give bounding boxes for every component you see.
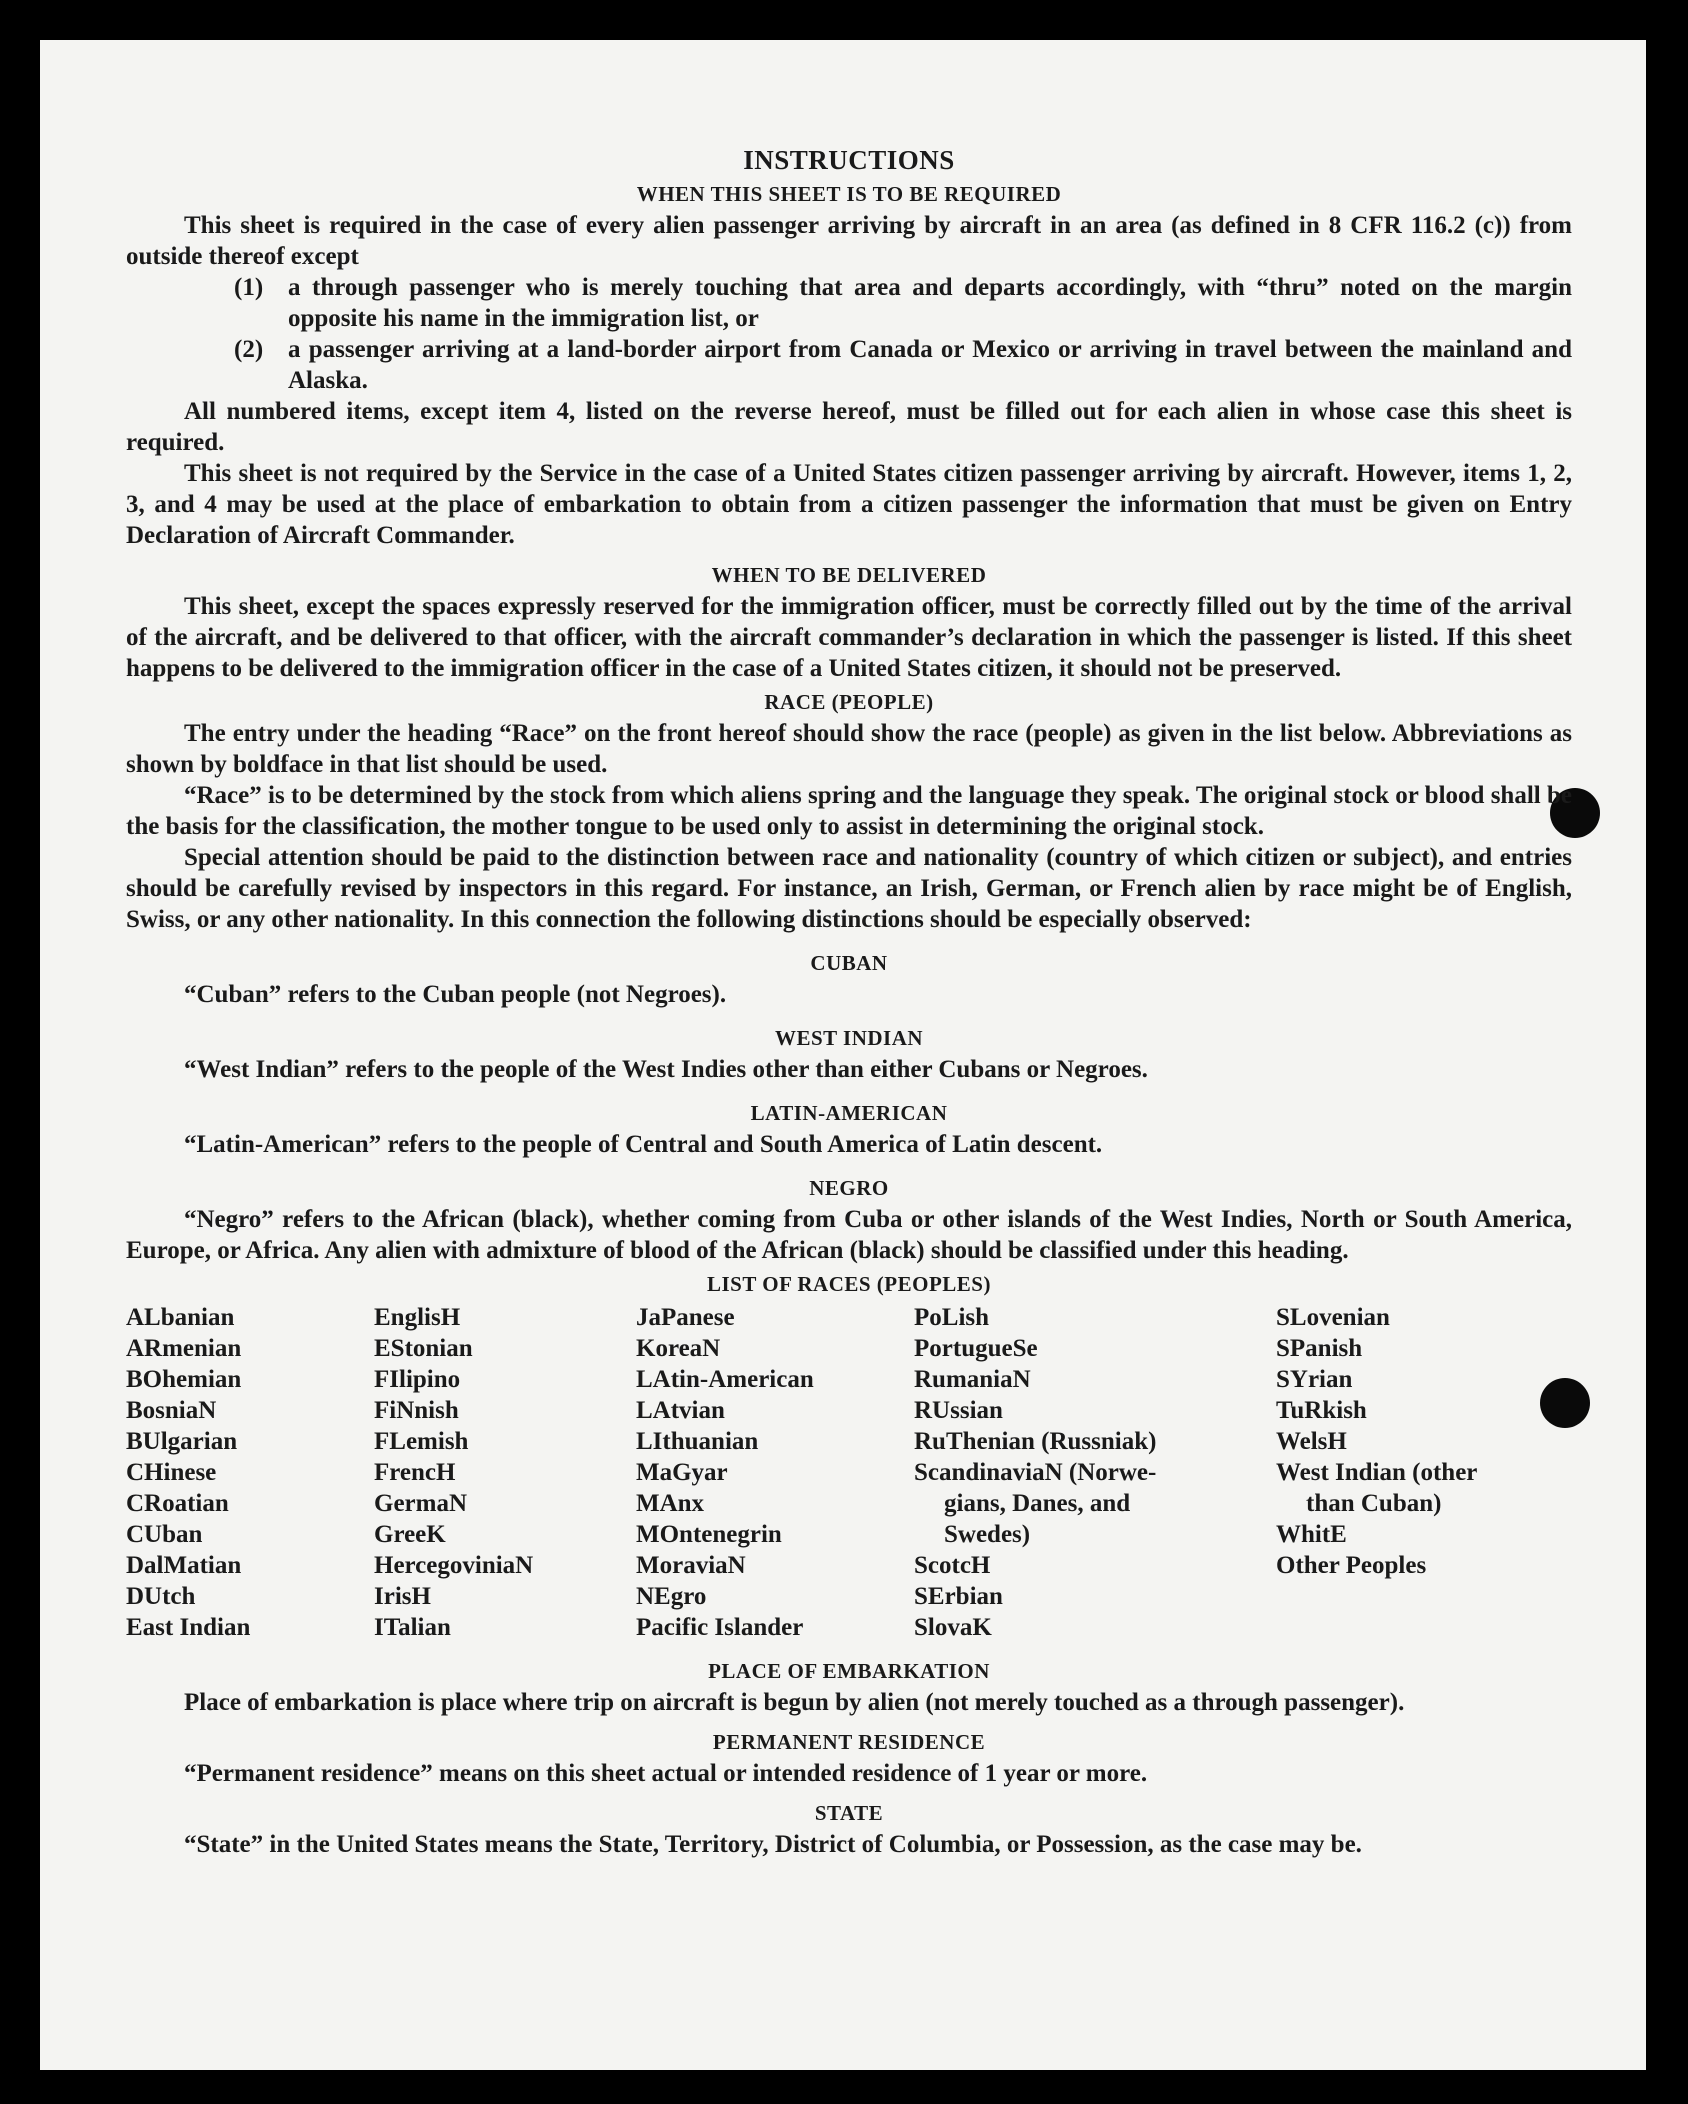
heading-cuban: CUBAN [810,951,888,975]
race-entry: FLemish [374,1428,469,1455]
paragraph-citizen: This sheet is not required by the Service in the case of a United States citizen passenger arriving by aircraft. However, items 1, 2, 3, and 4 may be used at the place of embarkation to obtain from a citizen passenger the information that must be given on Entry Declaration of Aircraft Commander. [126,460,1572,549]
race-entry: ALbanian [126,1304,235,1331]
race-entry: CRoatian [126,1490,229,1517]
races-column [636,1302,914,1643]
list-item [126,272,1572,334]
paragraph-numbered-items: All numbered items, except item 4, listed on the reverse hereof, must be filled out for each alien in whose case this sheet is required. [126,398,1572,456]
paragraph-cuban: “Cuban” refers to the Cuban people (not Negroes). [184,981,727,1008]
race-entry: Other Peoples [1276,1552,1427,1579]
heading-when-required: WHEN THIS SHEET IS TO BE REQUIRED [636,182,1062,206]
races-column [126,1302,374,1643]
race-entry: CHinese [126,1459,217,1486]
paragraph-west-indian: “West Indian” refers to the people of the West Indies other than either Cubans or Negroes. [184,1056,1148,1083]
item-text: a passenger arriving at a land-border airport from Canada or Mexico or arriving in travel between the mainland and Alaska. [288,336,1572,394]
race-entry: LIthuanian [636,1428,759,1455]
item-number: (2) [234,336,264,363]
race-entry: SYrian [1276,1366,1353,1393]
paragraph-negro: “Negro” refers to the African (black), whether coming from Cuba or other islands of the West Indies, North or South America, Europe, or Africa. Any alien with admixture of blood of the African (black) should be classified under this heading. [126,1206,1572,1264]
race-entry: SLovenian [1276,1304,1390,1331]
race-entry: JaPanese [636,1304,735,1331]
heading-state: STATE [814,1801,884,1825]
race-entry: RumaniaN [914,1366,1031,1393]
list-item [126,334,1572,396]
race-entry-continued: than Cuban) [1306,1490,1442,1517]
race-entry: WelsH [1276,1428,1347,1455]
race-entry: NEgro [636,1583,707,1610]
races-column [1276,1302,1536,1643]
race-entry: MoraviaN [636,1552,746,1579]
heading-when-delivered: WHEN TO BE DELIVERED [711,563,987,587]
heading-west-indian: WEST INDIAN [774,1026,924,1050]
race-entry: GermaN [374,1490,468,1517]
item-number: (1) [234,274,264,301]
race-entry: SlovaK [914,1614,992,1641]
paragraph-race-distinction: Special attention should be paid to the distinction between race and nationality (country of which citizen or subject), and entries should be carefully revised by inspectors in this regard. For instance, an Irish, German, or French alien by race might be of English, Swiss, or any other nationality. In this connection the following distinctions should be especially observed: [126,844,1572,933]
race-entry: RuThenian (Russniak) [914,1428,1157,1455]
race-entry: PortugueSe [914,1335,1038,1362]
paragraph-latin-american: “Latin-American” refers to the people of Central and South America of Latin descent. [184,1131,1103,1158]
races-column [374,1302,636,1643]
heading-list-of-races: LIST OF RACES (PEOPLES) [707,1272,991,1296]
page-title: INSTRUCTIONS [743,145,955,175]
race-entry: ScandinaviaN (Norwe- [914,1459,1157,1486]
paragraph-residence: “Permanent residence” means on this sheet actual or intended residence of 1 year or more. [184,1760,1148,1787]
race-entry: BosniaN [126,1397,217,1424]
race-entry: FIlipino [374,1366,461,1393]
paragraph-race-entry: The entry under the heading “Race” on the front hereof should show the race (people) as given in the list below. Abbreviations as shown by boldface in that list should be used. [126,720,1572,778]
race-entry: FiNnish [374,1397,459,1424]
paragraph-required-intro: This sheet is required in the case of every alien passenger arriving by aircraft in an area (as defined in 8 CFR 116.2 (c)) from outside thereof except [126,212,1572,270]
paragraph-state: “State” in the United States means the State, Territory, District of Columbia, or Possession, as the case may be. [184,1831,1362,1858]
race-entry: SPanish [1276,1335,1363,1362]
heading-negro: NEGRO [809,1176,889,1200]
heading-latin-american: LATIN-AMERICAN [750,1101,948,1125]
race-entry: DalMatian [126,1552,242,1579]
race-entry: MaGyar [636,1459,728,1486]
paragraph-delivered: This sheet, except the spaces expressly reserved for the immigration officer, must be correctly filled out by the time of the arrival of the aircraft, and be delivered to that officer, with the aircraft commander’s declaration in which the passenger is listed. If this sheet happens to be delivered to the immigration officer in the case of a United States citizen, it should not be preserved. [126,593,1572,682]
races-list [126,1302,1572,1643]
race-entry: ScotcH [914,1552,991,1579]
race-entry: SErbian [914,1583,1003,1610]
heading-race: RACE (PEOPLE) [764,690,934,714]
race-entry: WhitE [1276,1521,1347,1548]
race-entry: IrisH [374,1583,431,1610]
heading-place-of-embarkation: PLACE OF EMBARKATION [708,1659,990,1683]
race-entry: East Indian [126,1614,251,1641]
paragraph-race-stock: “Race” is to be determined by the stock from which aliens spring and the language they speak. The original stock or blood shall be the basis for the classification, the mother tongue to be used only to assist in determining the original stock. [126,782,1572,840]
race-entry: EnglisH [374,1304,461,1331]
race-entry: CUban [126,1521,203,1548]
heading-permanent-residence: PERMANENT RESIDENCE [712,1730,986,1754]
race-entry: BOhemian [126,1366,242,1393]
race-entry: HercegoviniaN [374,1552,534,1579]
paragraph-embarkation: Place of embarkation is place where trip on aircraft is begun by alien (not merely touched as a through passenger). [184,1689,1405,1716]
race-entry: Pacific Islander [636,1614,804,1641]
race-entry: DUtch [126,1583,196,1610]
race-entry: EStonian [374,1335,473,1362]
race-entry: LAtvian [636,1397,725,1424]
race-entry: ARmenian [126,1335,242,1362]
race-entry: MAnx [636,1490,705,1517]
race-entry: West Indian (other [1276,1459,1478,1486]
race-entry: TuRkish [1276,1397,1367,1424]
race-entry: RUssian [914,1397,1003,1424]
race-entry: ITalian [374,1614,451,1641]
race-entry: GreeK [374,1521,446,1548]
instructions-content [126,145,1572,1860]
race-entry: BUlgarian [126,1428,238,1455]
race-entry-continued: gians, Danes, and [944,1490,1131,1517]
race-entry: PoLish [914,1304,990,1331]
race-entry: FrencH [374,1459,456,1486]
race-entry-continued: Swedes) [944,1521,1031,1548]
race-entry: KoreaN [636,1335,721,1362]
races-column [914,1302,1276,1643]
item-text: a through passenger who is merely touching that area and departs accordingly, with “thru” noted on the margin opposite his name in the immigration list, or [288,274,1572,332]
race-entry: LAtin-American [636,1366,814,1393]
document-page [40,40,1646,2070]
race-entry: MOntenegrin [636,1521,782,1548]
